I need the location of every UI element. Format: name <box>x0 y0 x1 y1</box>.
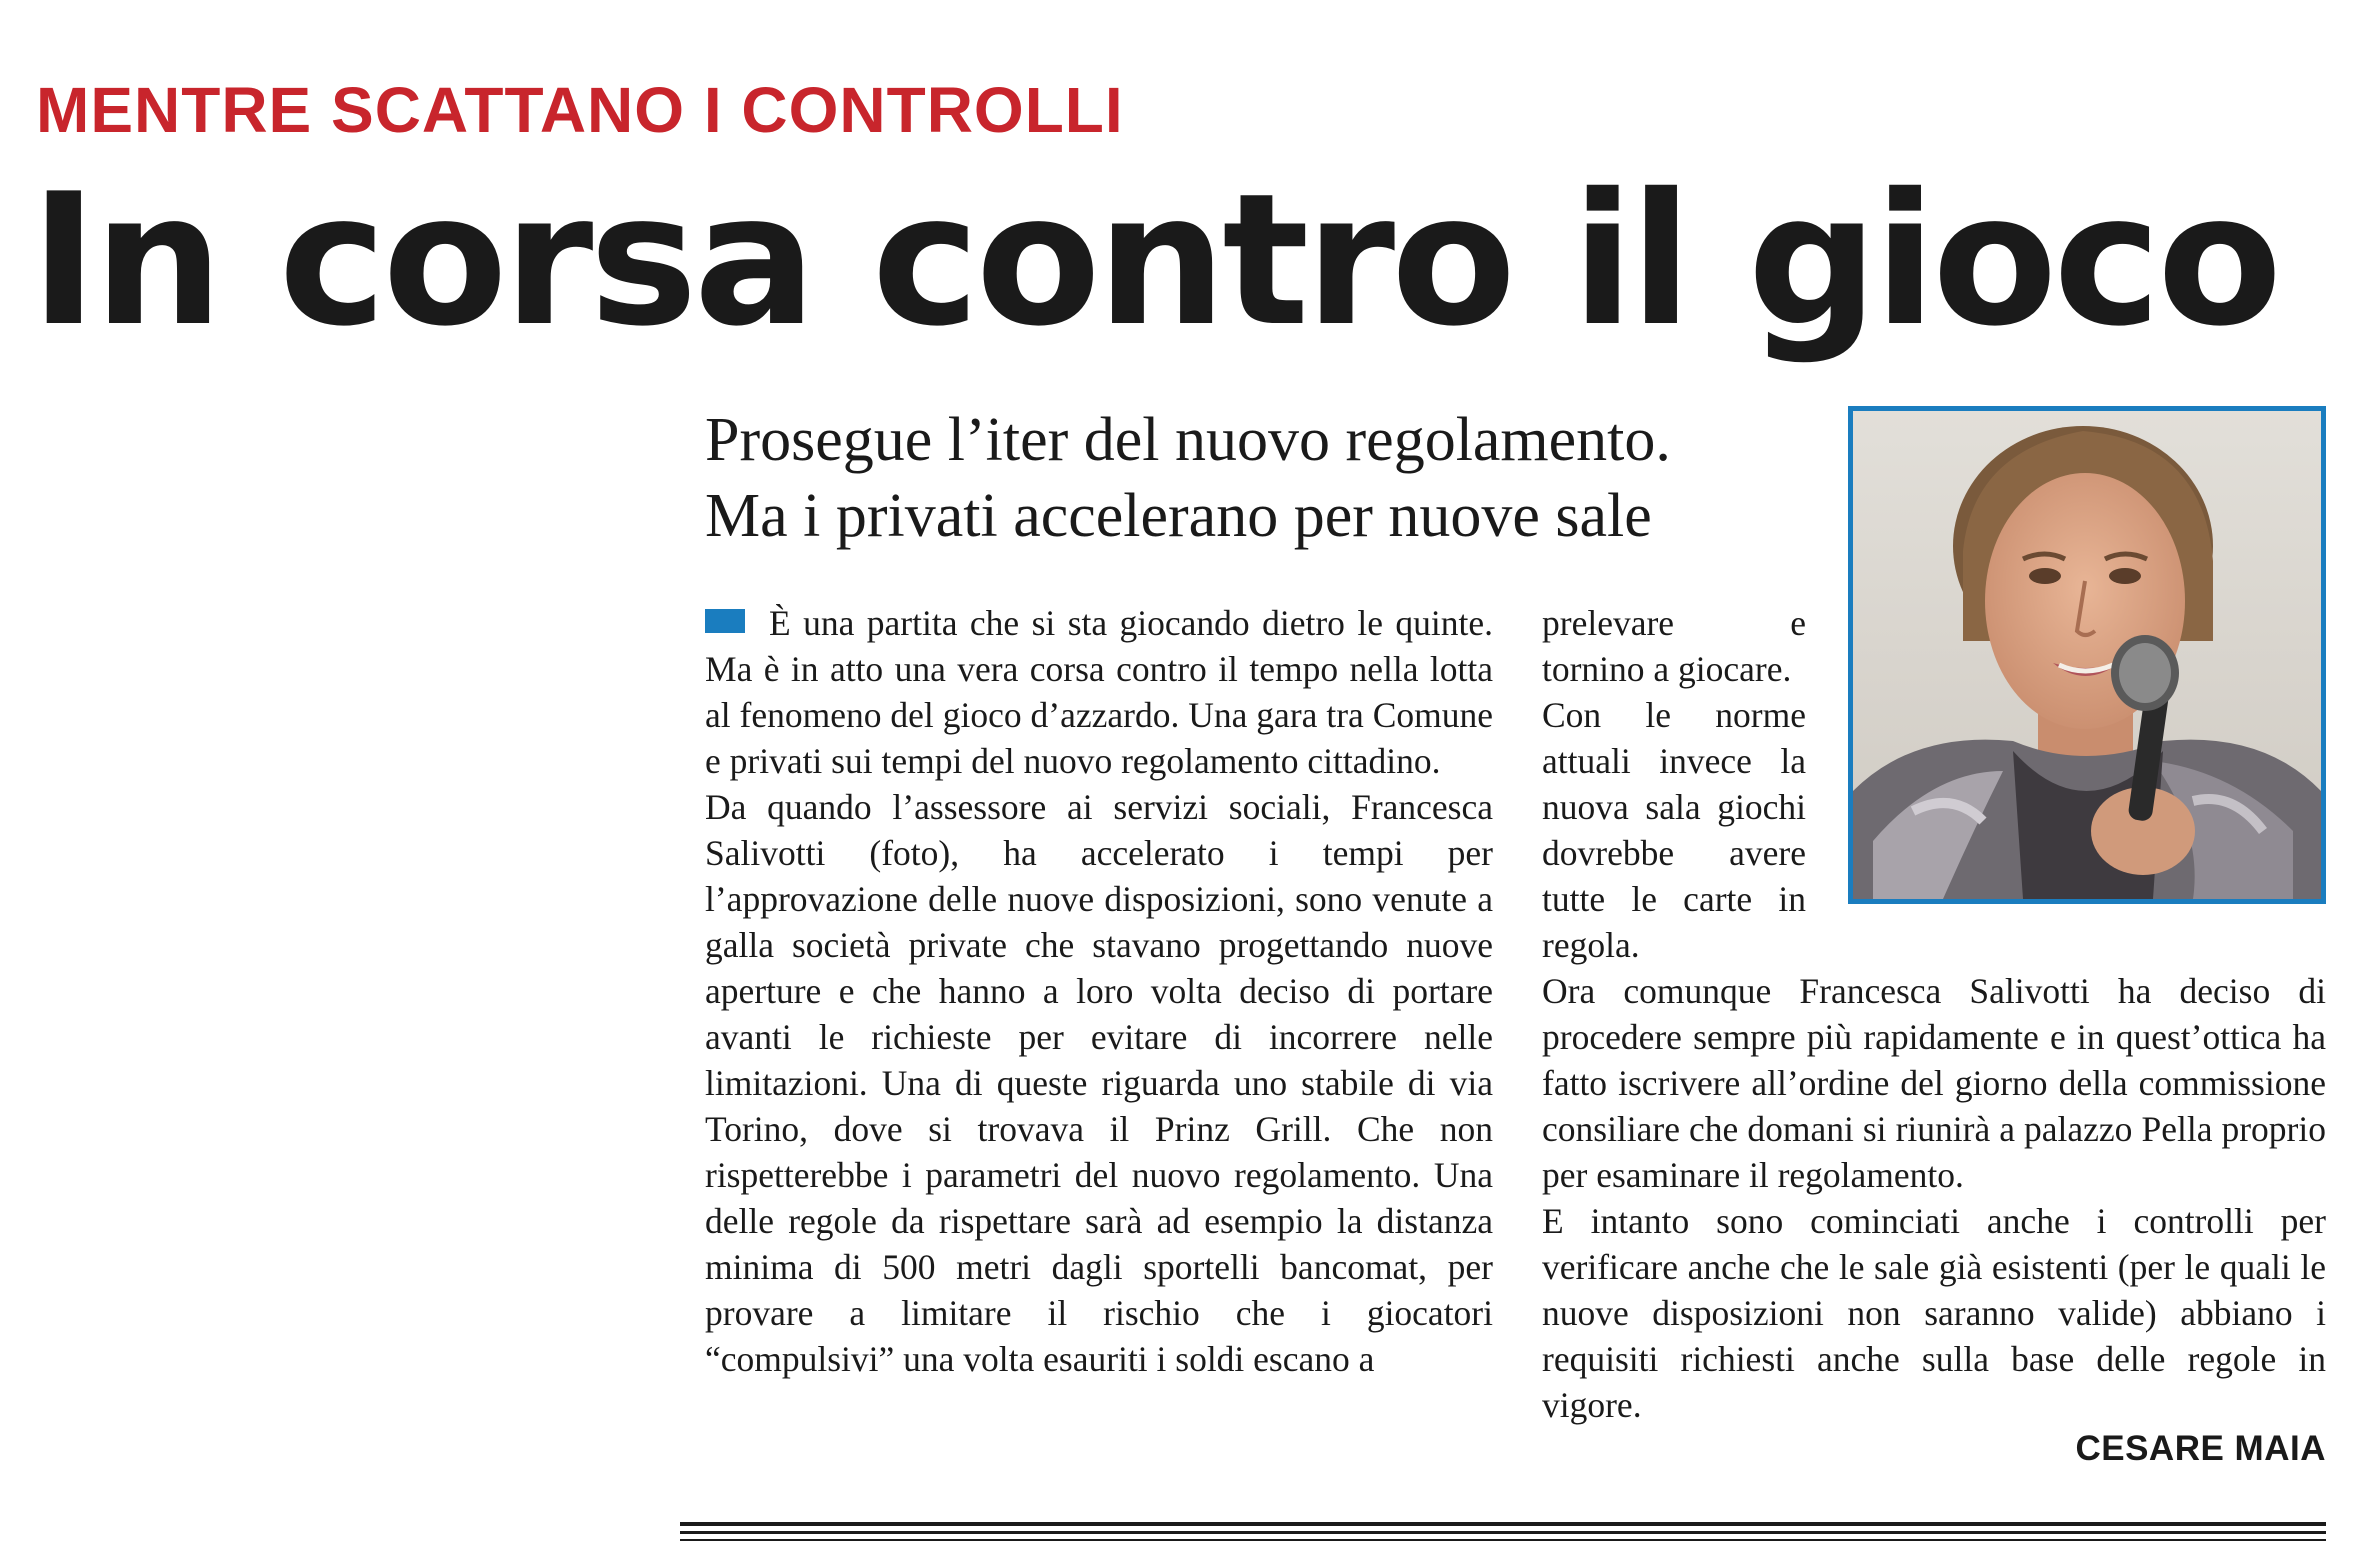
article-column-1 <box>705 600 1493 1382</box>
article-column-2 <box>1542 600 1806 968</box>
portrait-illustration <box>1853 411 2321 899</box>
paragraph-2-continued: prelevare e tornino a giocare. <box>1542 603 1806 689</box>
article-column-2-wide <box>1542 968 2326 1428</box>
bottom-rule-1 <box>680 1522 2326 1526</box>
paragraph-2: Da quando l’assessore ai servizi sociali, Francesca Salivotti (foto), ha accelerato i tempi per l’approvazione delle nuove disposizioni, sono venute a galla società private che stavano progettando nuove aperture e che hanno a loro volta deciso di portare avanti le richieste per evitare di incorrere nelle limitazioni. Una di queste riguarda uno stabile di via Torino, dove si trovava il Prinz Grill. Che non rispetterebbe i parametri del nuovo regolamento. Una delle regole da rispettare sarà ad esempio la distanza minima di 500 metri dagli sportelli bancomat, per provare a limitare il rischio che i giocatori “compulsivi” una volta esauriti i soldi escano a <box>705 787 1493 1379</box>
paragraph-4: Ora comunque Francesca Salivotti ha deciso di procedere sempre più rapidamente e in quest’ottica ha fatto iscrivere all’ordine del giorno della commissione consiliare che domani si riunirà a palazzo Pella proprio per esaminare il regolamento. <box>1542 971 2326 1195</box>
paragraph-1-text: È una partita che si sta giocando dietro le quinte. Ma è in atto una vera corsa contro il tempo nella lotta al fenomeno del gioco d’azzardo. Una gara tra Comune e privati sui tempi del nuovo regolamento cittadino. <box>705 603 1493 781</box>
paragraph-5: E intanto sono cominciati anche i controlli per verificare anche che le sale già esistenti (per le quali le nuove disposizioni non saranno valide) abbiano i requisiti richiesti anche sulla base delle regole in vigore. <box>1542 1201 2326 1425</box>
subhead-line-2: Ma i privati accelerano per nuove sale <box>705 482 1652 550</box>
portrait-photo <box>1848 406 2326 904</box>
article-byline: CESARE MAIA <box>2075 1429 2326 1468</box>
bottom-rule-3 <box>680 1539 2326 1541</box>
bullet-square-icon <box>705 609 745 633</box>
article-subhead <box>705 402 1830 554</box>
subhead-line-1: Prosegue l’iter del nuovo regolamento. <box>705 406 1671 474</box>
bottom-rule-2 <box>680 1531 2326 1534</box>
article-headline: In corsa contro il gioco <box>30 154 2279 366</box>
paragraph-3: Con le norme attuali invece la nuova sala giochi dovrebbe avere tutte le carte in regola. <box>1542 695 1806 965</box>
article-kicker: MENTRE SCATTANO I CONTROLLI <box>36 74 1124 146</box>
paragraph-1 <box>705 600 1493 784</box>
